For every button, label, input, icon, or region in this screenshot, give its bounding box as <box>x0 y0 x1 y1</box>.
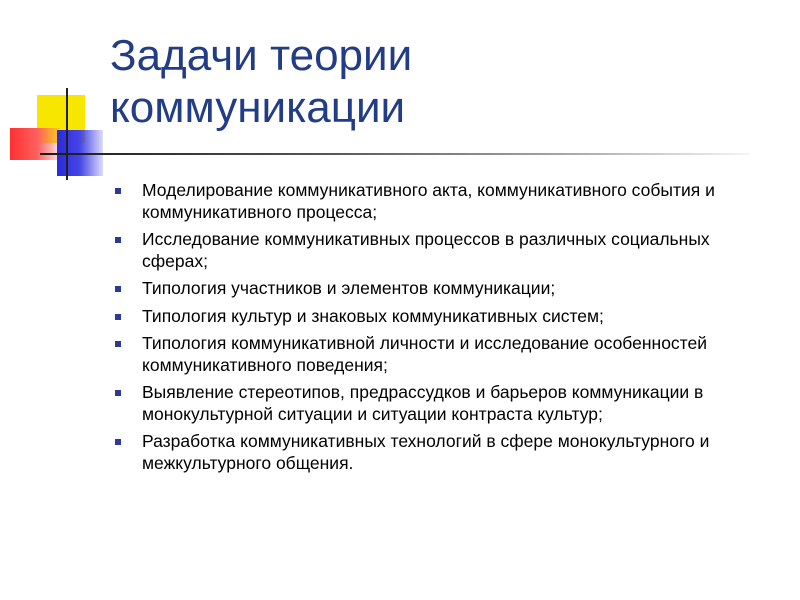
decorative-red-square <box>10 128 60 160</box>
bullet-text: Типология участников и элементов коммуникации; <box>142 278 556 298</box>
bullet-list <box>115 180 755 480</box>
bullet-text: Выявление стереотипов, предрассудков и барьеров коммуникации в монокультурной ситуации и ситуации контраста культур; <box>142 382 704 424</box>
bullet-text: Типология культур и знаковых коммуникативных систем; <box>142 305 604 326</box>
square-bullet-icon <box>115 439 121 445</box>
bullet-text: Типология коммуникативной личности и исследование особенностей коммуникативного поведения; <box>142 333 707 375</box>
square-bullet-icon <box>115 286 121 292</box>
list-item <box>115 431 755 474</box>
square-bullet-icon <box>115 341 121 347</box>
square-bullet-icon <box>115 314 121 320</box>
bullet-text: Исследование коммуникативных процессов в различных социальных сферах; <box>142 229 710 271</box>
square-bullet-icon <box>115 390 121 396</box>
list-item <box>115 382 755 425</box>
title-divider-line <box>40 153 750 155</box>
list-item <box>115 180 755 223</box>
list-item <box>115 278 755 300</box>
square-bullet-icon <box>115 237 121 243</box>
list-item <box>115 333 755 376</box>
bullet-text: Моделирование коммуникативного акта, коммуникативного события и коммуникативного процесса; <box>142 180 715 222</box>
square-bullet-icon <box>115 188 121 194</box>
decorative-vertical-line <box>66 88 68 180</box>
list-item <box>115 306 755 328</box>
list-item <box>115 229 755 272</box>
slide-title: Задачи теории коммуникации <box>110 31 413 132</box>
bullet-text: Разработка коммуникативных технологий в сфере монокультурного и межкультурного общения. <box>142 431 710 473</box>
